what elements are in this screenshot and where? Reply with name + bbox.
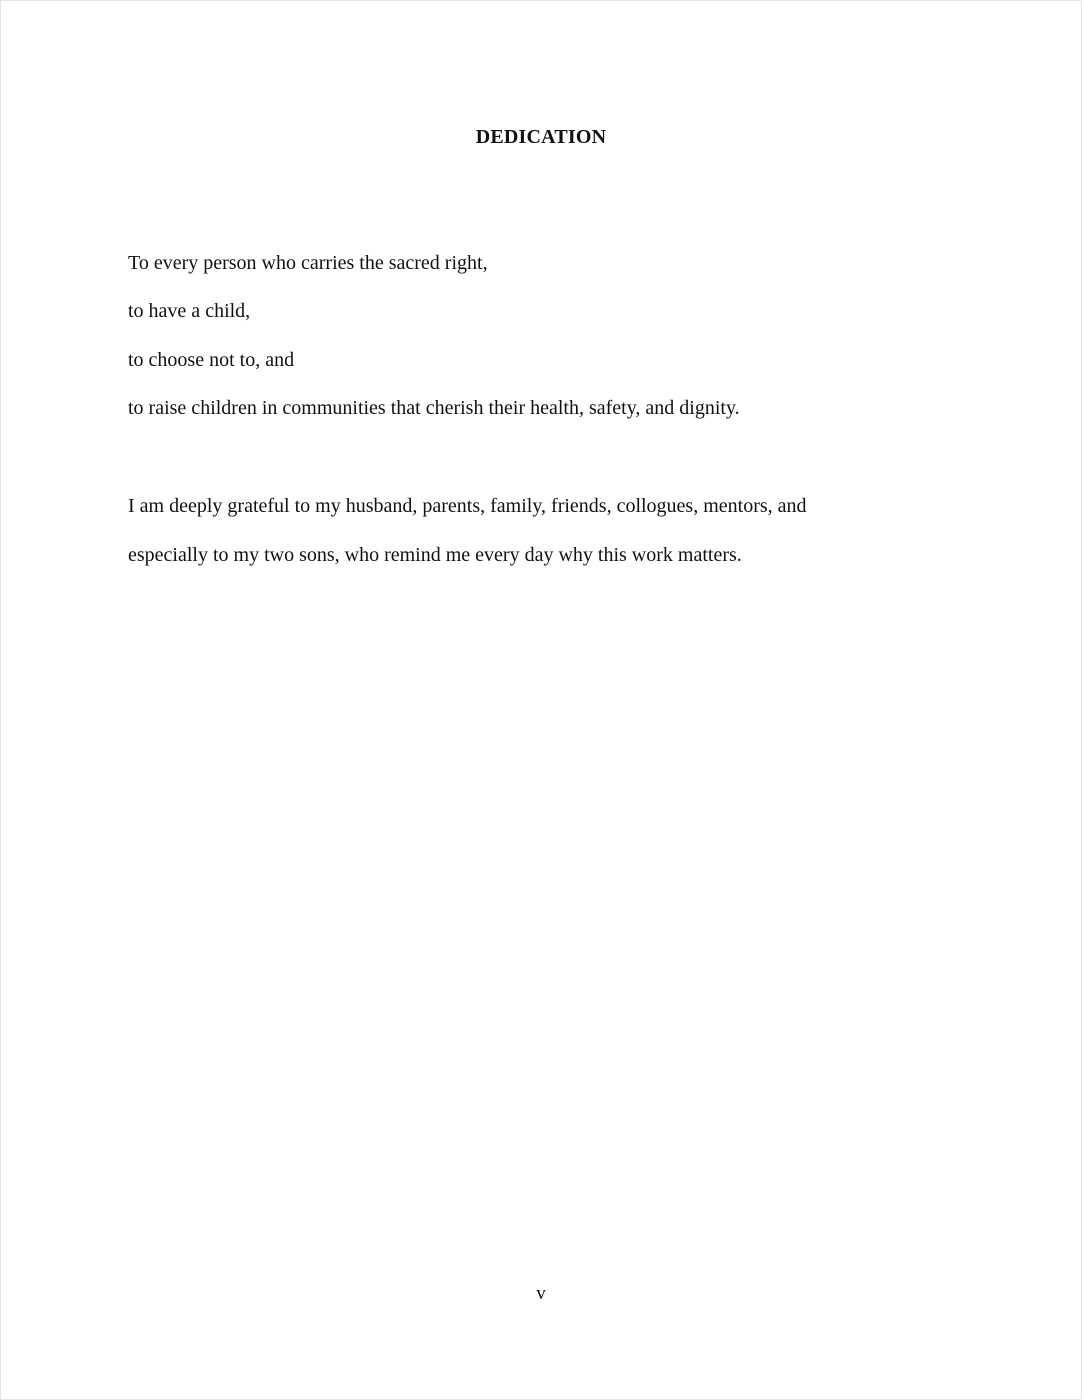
dedication-line-2: to have a child,	[128, 300, 251, 322]
dedication-line-3: to choose not to, and	[128, 349, 295, 371]
page-number: v	[536, 1283, 546, 1304]
gratitude-line-2: especially to my two sons, who remind me every day why this work matters.	[128, 544, 742, 566]
page-heading: DEDICATION	[475, 126, 607, 148]
dedication-line-1: To every person who carries the sacred right,	[128, 252, 488, 274]
dedication-line-4: to raise children in communities that cherish their health, safety, and dignity.	[128, 397, 740, 419]
gratitude-line-1: I am deeply grateful to my husband, parents, family, friends, collogues, mentors, and	[128, 495, 807, 517]
